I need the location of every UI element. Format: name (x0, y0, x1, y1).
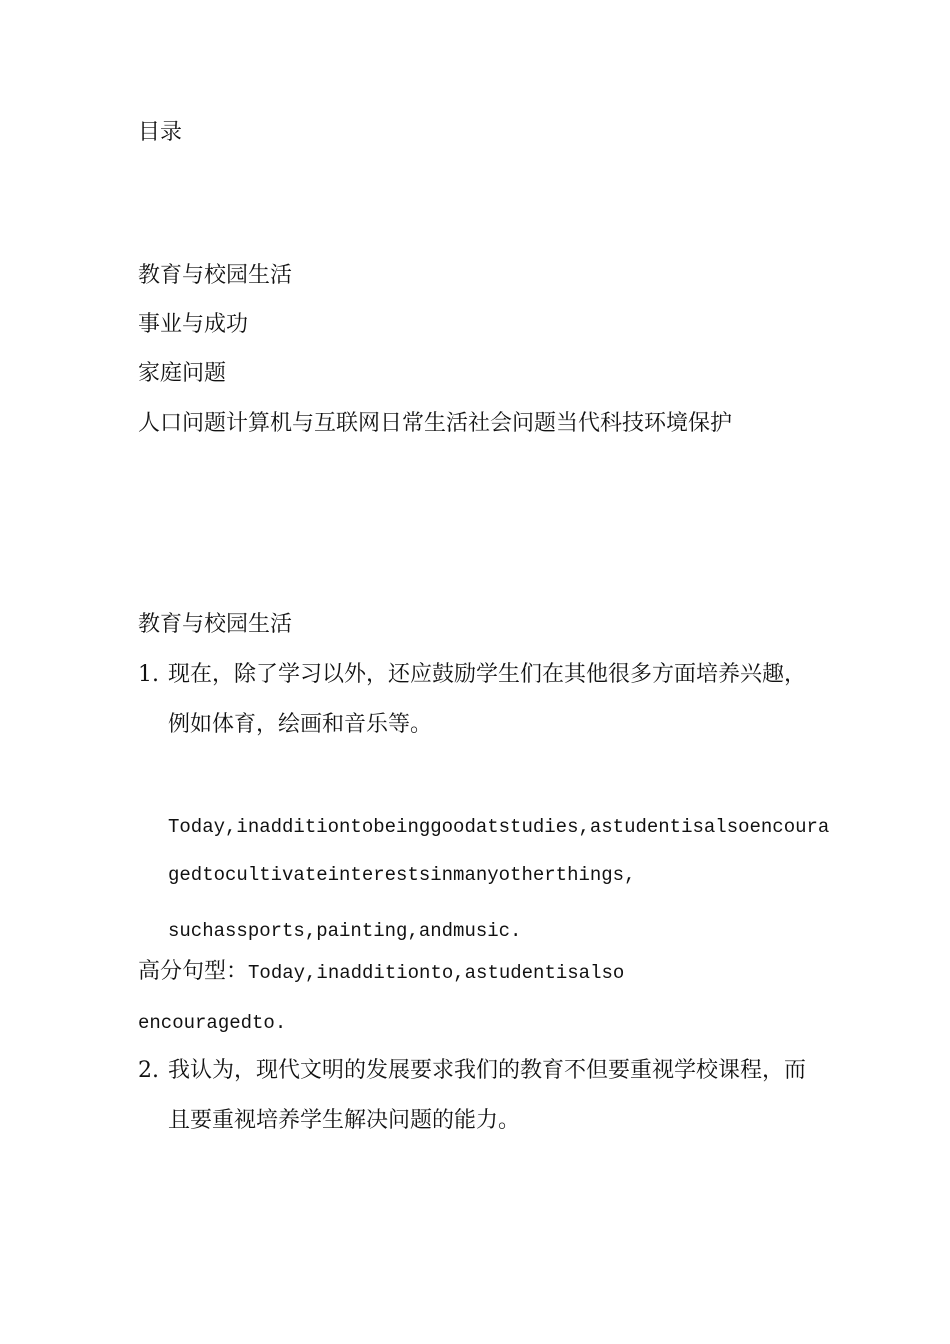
item-1-en-line1: Today,inadditiontobeinggoodatstudies,astudentisalsoencoura (168, 816, 830, 838)
item-1-cn-line1 (138, 660, 806, 690)
pattern-line2: encouragedto. (138, 1012, 287, 1034)
section-heading: 教育与校园生活 (138, 612, 293, 637)
item-2-cn-text1: 我认为，现代文明的发展要求我们的教育不但要重视学校课程，而 (168, 1058, 807, 1083)
item-1-cn-text1: 现在，除了学习以外，还应鼓励学生们在其他很多方面培养兴趣， (168, 662, 807, 687)
item-1-en-line2: gedtocultivateinterestsinmanyotherthings, (168, 864, 636, 886)
toc-item-family[interactable]: 家庭问题 (138, 361, 227, 386)
item-1-number: 1. (138, 662, 159, 687)
item-1-cn-line2: 例如体育，绘画和音乐等。 (168, 712, 433, 737)
pattern-line1 (138, 957, 624, 988)
item-2-number: 2. (138, 1058, 159, 1083)
item-2-cn-line2: 且要重视培养学生解决问题的能力。 (168, 1108, 521, 1133)
toc-item-career[interactable]: 事业与成功 (138, 312, 249, 337)
pattern-text1: Today,inadditionto,astudentisalso (248, 962, 625, 984)
toc-item-topics[interactable]: 人口问题计算机与互联网日常生活社会问题当代科技环境保护 (138, 411, 733, 436)
toc-item-education[interactable]: 教育与校园生活 (138, 263, 293, 288)
pattern-label: 高分句型： (138, 959, 249, 984)
toc-title: 目录 (138, 120, 183, 145)
item-1-en-line3: suchassports,painting,andmusic. (168, 920, 522, 942)
item-2-cn-line1 (138, 1056, 806, 1086)
